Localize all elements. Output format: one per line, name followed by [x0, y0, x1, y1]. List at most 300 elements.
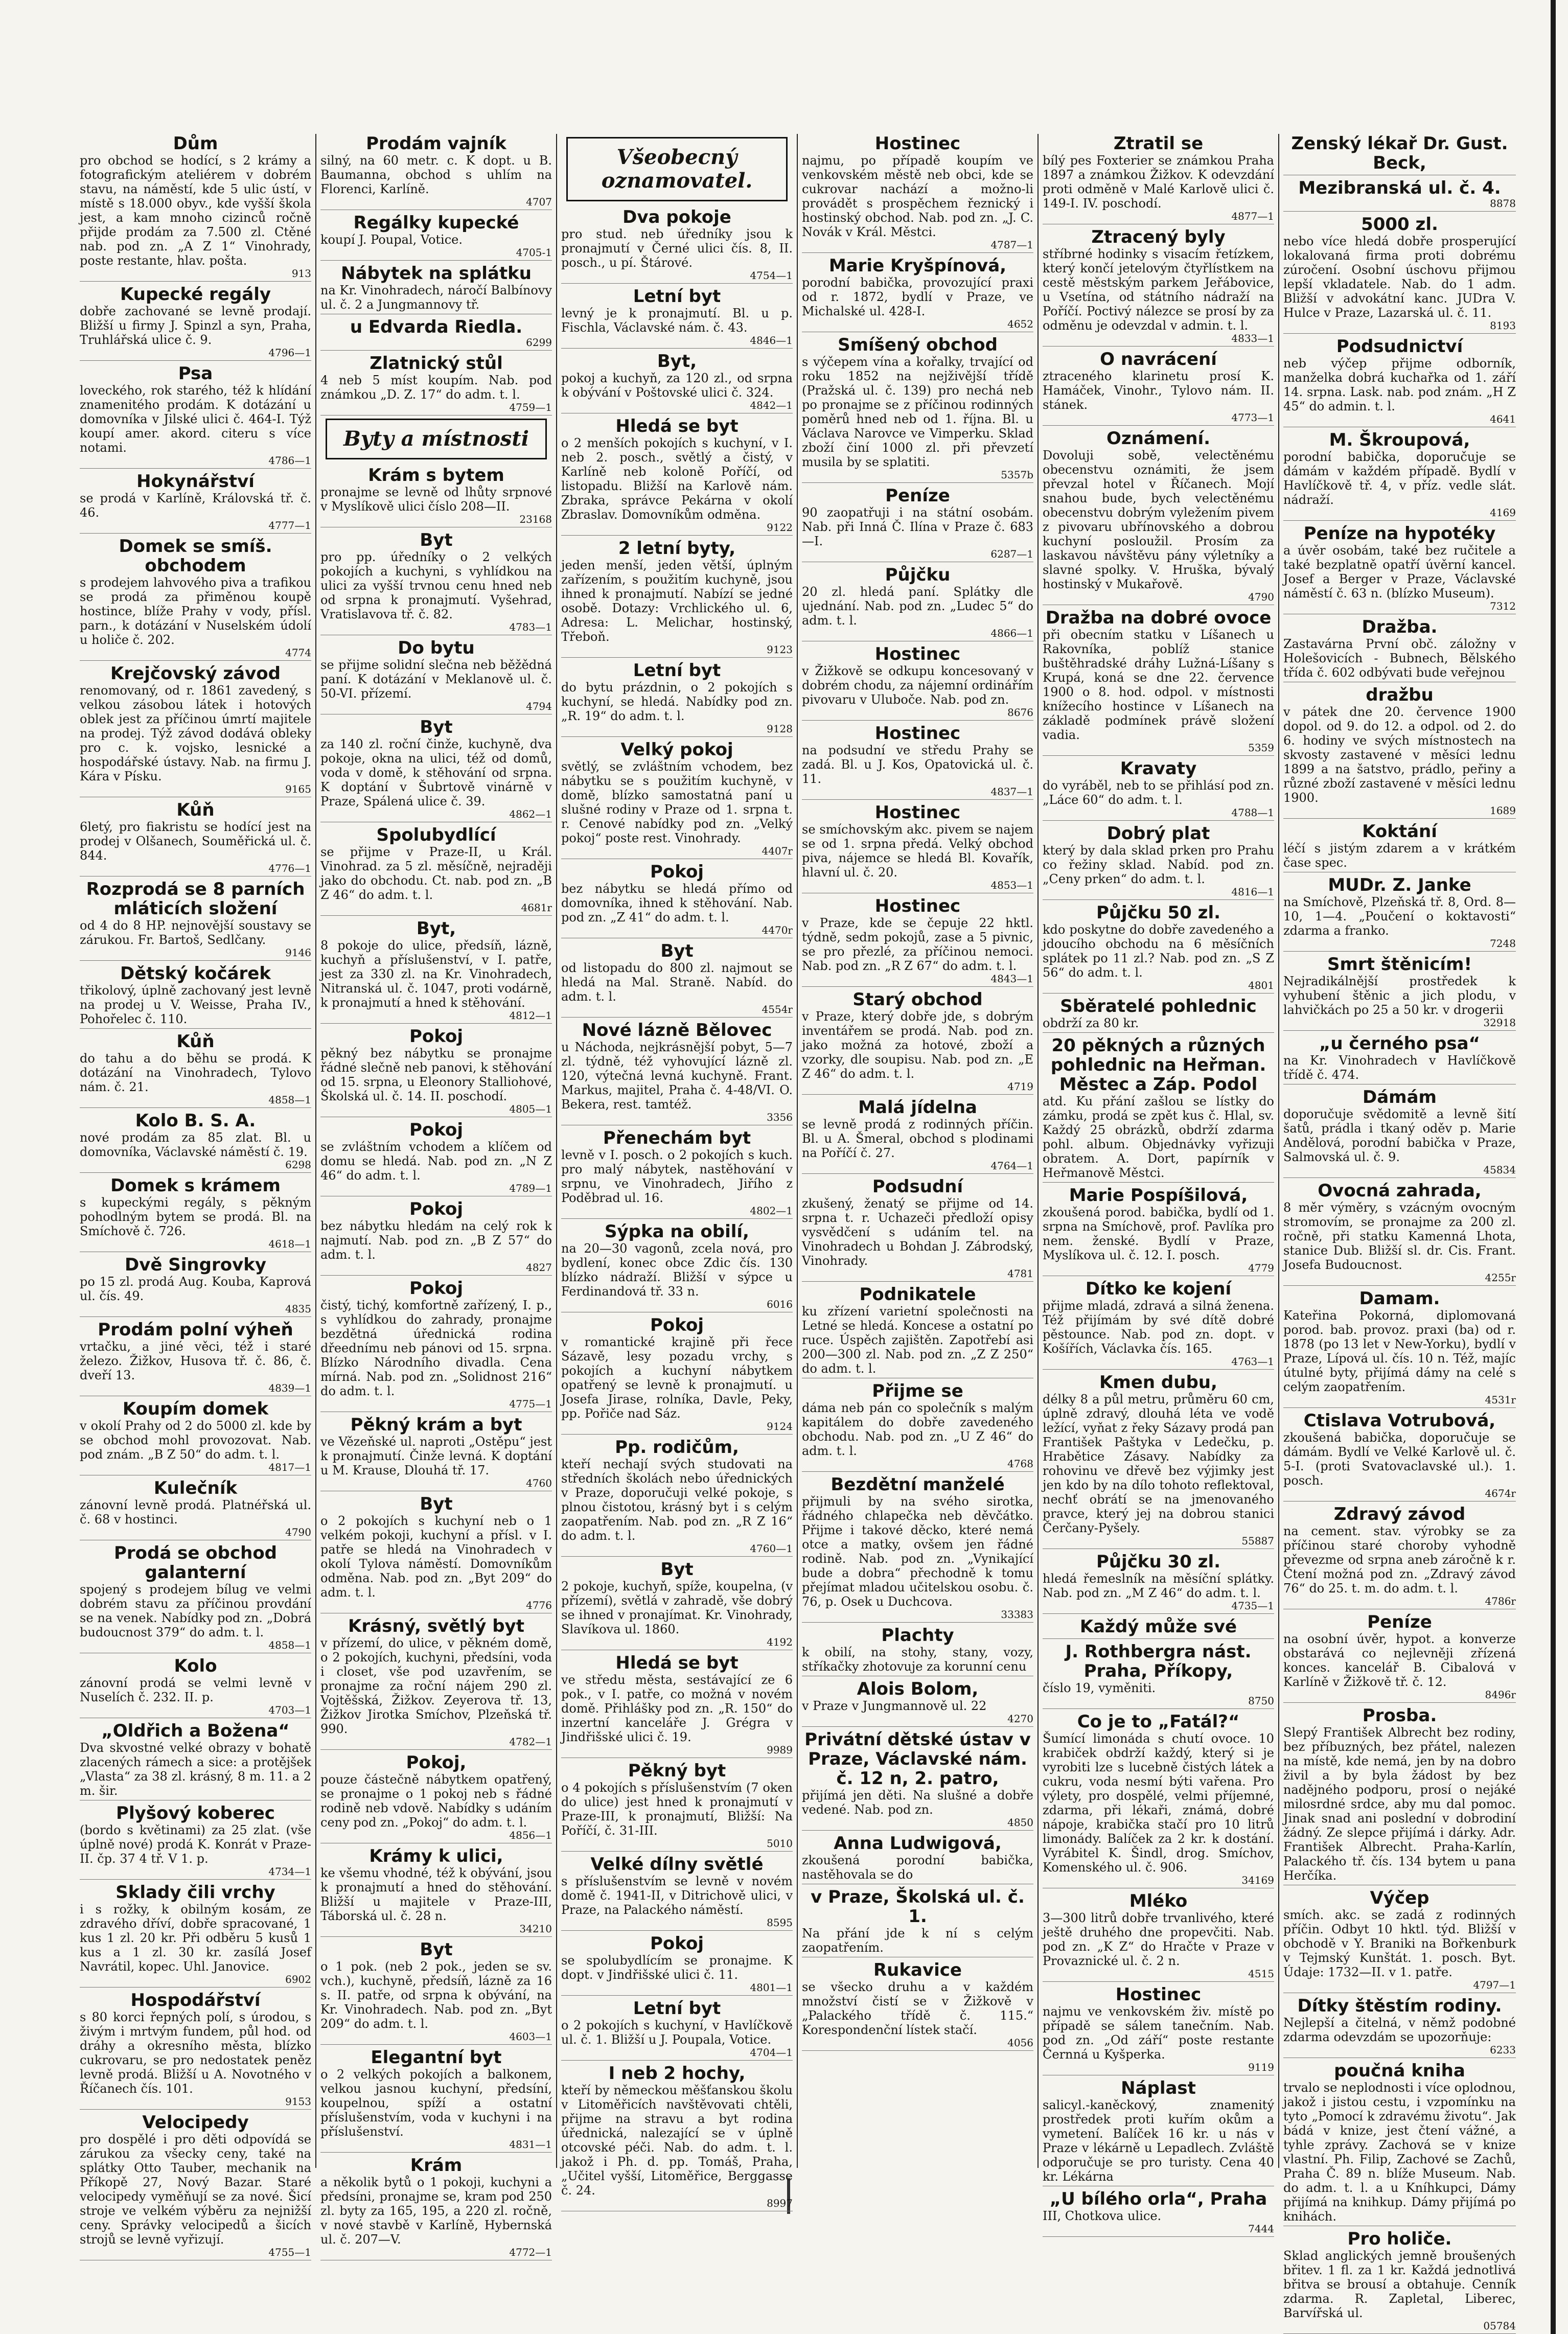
classified-ad: [1283, 1181, 1516, 1286]
ad-code: 4705-1: [516, 246, 552, 259]
classified-ad: [320, 1753, 552, 1843]
classified-ad: [80, 880, 311, 961]
ad-title: Kolo: [174, 1656, 217, 1676]
ad-code: 4759—1: [509, 401, 552, 413]
ad-code: 4779: [1248, 1262, 1274, 1274]
ad-title: Co je to „Fatál?“: [1077, 1712, 1240, 1732]
ad-text: se všecko druhu a v každém množství čistí se v Žižkově v „Palackého třídě č. 115.“ Korespondenční lístek stačí.: [802, 1980, 1033, 2037]
ad-code: 4192: [767, 1636, 793, 1648]
ad-text: v Praze v Jungmannově ul. 22: [802, 1699, 987, 1713]
ad-code: 4796—1: [268, 346, 311, 359]
ad-title: Podsudní: [872, 1176, 963, 1197]
ad-title: Oznámení.: [1106, 428, 1211, 449]
ad-code: 4768: [1007, 1458, 1033, 1470]
ad-text: pouze částečně nábytkem opatřený, se pronajme o 1 pokoj neb s řádné rodině neb vdově. Nabídky s udáním ceny pod zn. „Pokoj“ do adm. t. l.: [320, 1772, 552, 1830]
ad-text: a několik bytů o 1 pokoji, kuchyni a předsíni, pronajme se, kram pod 250 zl. byty za 165, 195, a 220 zl. ročně, v nové stavbě v Karlíně, Hybernská ul. č. 207—V.: [320, 2175, 552, 2247]
ad-title: Zdravý závod: [1333, 1504, 1466, 1524]
ad-title: Velký pokoj: [620, 740, 733, 760]
ad-title: Rukavice: [873, 1960, 962, 1980]
ad-code: 32918: [1483, 1016, 1516, 1029]
classified-ad: [80, 1883, 311, 1988]
classified-ad: [80, 537, 311, 661]
ad-text: Dovoluji sobě, velectěnému obecenstvu oznámiti, že jsem převzal hotel v Říčanech. Mojí snahou bude, bych velectěnému obecenstvu dobrým vyležením pivem z pivovaru ubřínovského a dobrou kuchyní posloužil. Prosím za laskavou návštěvu pány výletníky a slavné spolky. V. Hruška, bývalý hostinský v Mukařově.: [1043, 448, 1274, 591]
ad-code: 4842—1: [750, 399, 793, 411]
ad-text: jeden menší, jeden větší, úplným zařízením, s použitím kuchyně, jsou ihned k pronajmutí. Nabízí se jedné osobě. Dotazy: Vrchlického ul. 6, Adresa: L. Melichar, hostinský, Třeboň.: [561, 558, 793, 644]
classified-ad: [320, 1616, 552, 1750]
classified-ad: [561, 1438, 793, 1557]
ad-text: zkoušená babička, doporučuje se dámám. Bydlí ve Velké Karlově ul. č. 5-I. (proti Svatovaclavské ul.). 1. posch.: [1283, 1430, 1516, 1488]
ad-title: Letní byt: [633, 660, 721, 681]
classified-ad: [802, 486, 1033, 562]
ad-text: silný, na 60 metr. c. K dopt. u B. Baumanna, obchod s uhlím na Florenci, Karlíně.: [320, 153, 552, 196]
ad-text: s výčepem vína a kořalky, trvající od roku 1852 na nejživější třídě (Pražská ul. č. 139) pro nechá neb po pronajme se z příčinou rodinných poměrů hned neb od 1. října. Bl. u Václava Narovce ve Vimperku. Sklad zboží činí 1000 zl. při převzetí musila by se splatiti.: [802, 355, 1033, 469]
ad-title: Krámy k ulici,: [369, 1846, 503, 1866]
classified-ad: [1283, 1505, 1516, 1609]
ad-title: Sklady čili vrchy: [116, 1882, 275, 1903]
classified-ad: [1043, 1373, 1274, 1549]
classified-ad: [80, 2113, 311, 2260]
ad-text: pro stud. neb úředníky jsou k pronajmutí v Černé ulici čís. 8, II. posch., u pí. Štárové.: [561, 227, 793, 270]
column-3: [557, 134, 798, 2209]
ad-text: III, Chotkova ulice.: [1043, 2209, 1162, 2223]
classified-ad: [1283, 1411, 1516, 1501]
classified-ad: [1283, 2229, 1516, 2334]
ad-title: „u černého psa“: [1319, 1033, 1480, 1054]
ad-code: 5010: [767, 1837, 793, 1850]
ad-text: na Kr. Vinohradech v Havlíčkově třídě č. 474.: [1283, 1053, 1516, 1082]
ad-text: zkoušená porodní babička, nastěhovala se do: [802, 1853, 1033, 1882]
ad-title: Přijme se: [872, 1381, 963, 1401]
classified-ad: [561, 417, 793, 536]
ad-title: Peníze: [885, 486, 950, 506]
ad-code: 05784: [1483, 2320, 1516, 2332]
ad-title: Hostinec: [874, 644, 961, 664]
classified-ad: [1043, 1985, 1274, 2075]
classified-ad: [1043, 1279, 1274, 1370]
ad-code: 4787—1: [990, 239, 1033, 251]
classified-ad: [1283, 685, 1516, 819]
classified-ad: [561, 1653, 793, 1758]
ad-title: Marie Pospíšilová,: [1069, 1185, 1248, 1206]
ad-code: 9165: [285, 783, 311, 795]
ad-code: 4554r: [762, 1003, 793, 1015]
ad-text: ke všemu vhodné, též k obývání, jsou k pronajmutí a hned do stěhování. Bližší u majitele v Praze-III, Táborská ul. č. 28 n.: [320, 1866, 552, 1923]
ad-text: 20 zl. hledá paní. Splátky dle ujednání. Nab. pod zn. „Ludec 5“ do adm. t. l.: [802, 585, 1033, 628]
ad-text: a úvěr osobám, také bez ručitele a také bezplatně opatří úvěrní kancel. Josef a Berger v Praze, Václavské náměstí č. 63 n. (blízko Museum).: [1283, 543, 1516, 600]
ad-title: Ztracený byly: [1091, 227, 1226, 247]
ad-title: O navrácení: [1100, 349, 1217, 369]
ad-code: 4641: [1490, 413, 1516, 425]
ad-code: 34210: [519, 1923, 552, 1935]
ad-title: Dva pokoje: [622, 207, 731, 227]
ad-text: u Náchoda, nejkrásnější pobyt, 5—7 zl. týdně, též vyhovující lázně zl. 120, výtečná levná kuchyně. Frant. Markus, majitel, Praha č. 4-48/VI. O. Bekera, rest. tamtéž.: [561, 1040, 793, 1112]
classified-ad: [1043, 1891, 1274, 1982]
ad-title: Privátní dětské ústav v Praze, Václavské nám. č. 12 n, 2. patro,: [804, 1729, 1031, 1789]
classified-ad: [802, 1475, 1033, 1623]
ad-text: délky 8 a půl metru, průměru 60 cm, úplně zdravý, dlouhá léta ve vodě ležící, vyňat z řeky Sázavy prodá pan František Paštyka v Ledečku, p. Hrabětice Zásavy. Nabídky za rohovinu ve dřevě bez výjimky jest jen kdo by na dílo tohoto reflektoval, nechť obrátí se na jmenovaného pravce, který jej na dobrou stanici Čerčany-Pyšely.: [1043, 1392, 1274, 1535]
ad-title: u Edvarda Riedla.: [350, 317, 523, 337]
classified-ad: [802, 565, 1033, 641]
classified-ad: [320, 825, 552, 916]
ad-title: Každý může své: [1079, 1616, 1237, 1637]
classified-ad: [1283, 617, 1516, 682]
ad-code: 4772—1: [509, 2246, 552, 2258]
ad-code: 33383: [1001, 1608, 1033, 1621]
classified-ad: [1283, 822, 1516, 872]
ad-code: 5357b: [1001, 469, 1033, 481]
classified-ad: [1043, 2189, 1274, 2237]
ad-text: světlý, se zvláštním vchodem, bez nábytku se s použitím kuchyně, v domě, blízko samostatná paní u slušné rodiny v Praze od 1. srpna t. r. Cenové nabídky pod zn. „Velký pokoj“ poste rest. Vinohrady.: [561, 759, 793, 845]
ad-title: Zenský lékař Dr. Gust. Beck,: [1291, 133, 1508, 173]
classified-ad: [802, 1381, 1033, 1472]
ad-code: 4877—1: [1231, 210, 1274, 222]
classified-ad: [1043, 134, 1274, 224]
ad-code: 4801—1: [750, 1981, 793, 1994]
ad-code: 9122: [767, 521, 793, 534]
classified-ad: [1043, 824, 1274, 900]
ad-title: 2 letní byty,: [618, 538, 736, 559]
classified-ad: [1043, 1617, 1274, 1639]
ad-title: Byt,: [657, 351, 697, 372]
ad-code: 4618—1: [268, 1238, 311, 1250]
ad-code: 8750: [1248, 1695, 1274, 1707]
ad-code: 4515: [1248, 1968, 1274, 1980]
ad-title: Pro holiče.: [1347, 2229, 1452, 2249]
ad-title: Kmen dubu,: [1099, 1372, 1217, 1393]
ad-title: Pokoj: [409, 1026, 463, 1047]
ad-code: 4831—1: [509, 2138, 552, 2151]
ad-title: Psa: [178, 363, 213, 384]
ad-code: 4270: [1007, 1713, 1033, 1725]
ad-title: Pokoj: [650, 1315, 704, 1335]
ad-title: poučná kniha: [1334, 2061, 1465, 2081]
classified-ad: [1043, 608, 1274, 756]
ad-title: Pp. rodičům,: [615, 1437, 739, 1458]
ad-text: který by dala sklad prken pro Prahu co řežiny sklad. Nabíd. pod zn. „Ceny prken“ do adm. t. l.: [1043, 843, 1274, 886]
ad-text: léčí s jistým zdarem a v krátkém čase spec.: [1283, 841, 1516, 870]
classified-ad: [802, 990, 1033, 1095]
classified-ad: [561, 862, 793, 938]
ad-text: k obilí, na stohy, stany, vozy, stříkačky zhotovuje za korunní cenu: [802, 1645, 1033, 1674]
classified-ad: [561, 1855, 793, 1931]
ad-text: porodní babička, doporučuje se dámám v každém případě. Bydlí v Havlíčkově tř. 4, v příz. vedle slát. nádraží.: [1283, 450, 1516, 507]
ad-text: Na přání jde k ní s celým zaopatřením.: [802, 1926, 1033, 1955]
ad-code: 4850: [1007, 1816, 1033, 1829]
ad-code: 4776—1: [268, 862, 311, 874]
ad-text: najmu, po případě koupím ve venkovském městě neb obci, kde se cukrovar nachází a možno-li provádět s prospěchem řeznický i hostinský obchod. Nab. pod zn. „J. C. Novák v Král. Městci.: [802, 153, 1033, 239]
column-5: [1039, 133, 1279, 2235]
ad-text: se přijme solidní slečna neb běžědná paní. K dotázání v Meklanově ul. č. 50-VI. přízemí.: [320, 658, 552, 701]
classified-ad: [561, 287, 793, 349]
ad-text: levně v I. posch. o 2 pokojích s kuch. pro malý nábytek, nastěhování v srpnu, ve Vinohradech, Jiřího z Poděbrad ul. 16.: [561, 1148, 793, 1205]
ad-text: pro pp. úředníky o 2 velkých pokojích a kuchyni, s vyhlídkou na ulici za vyšší trvnou cenu hned neb od srpna k pronajmutí. Vyšehrad, Vratislavova tř. č. 82.: [320, 550, 552, 621]
classified-ad: [561, 1761, 793, 1852]
ad-code: 4866—1: [990, 627, 1033, 639]
ad-title: Ovocná zahrada,: [1318, 1181, 1482, 1201]
classified-ad: [561, 740, 793, 859]
ad-code: 6298: [285, 1159, 311, 1171]
ad-text: přijme mladá, zdravá a silná ženena. Též přijímám by své dítě dobré pěstounce. Nab. pod zn. dopt. v Košířích, Václavka čís. 165.: [1043, 1299, 1274, 1356]
ad-title: Dražba na dobré ovoce: [1045, 608, 1272, 628]
classified-ad: [802, 1098, 1033, 1174]
ad-text: s prodejem lahvového piva a trafikou se prodá za přiměnou koupě hostince, blíže Prahy v vody, přísl. parn., k dotázání v Nuselském údolí u holiče č. 202.: [80, 575, 311, 647]
classified-ad: [802, 1834, 1033, 1884]
classified-ad: [802, 896, 1033, 987]
ad-text: 2 pokoje, kuchyň, spíže, koupelna, (v přízemí), světlá v zahradě, vše dobrý se ihned v pronajímat. Kr. Vinohrady, Slavíkova ul. 1860.: [561, 1579, 793, 1636]
ad-code: 4703—1: [268, 1704, 311, 1716]
ad-text: přijmuli by na svého sirotka, řádného chlapečka neb děvčátko. Přijme i takové děcko, které nemá otce a matky, ovšem jen řádné rodině. Nab. pod zn. „Vynikající bude a dobra“ přechodně k tomu přejímat mladou učitelskou osobu. č. 76, p. Osek u Duchcova.: [802, 1494, 1033, 1609]
ad-title: 5000 zl.: [1361, 214, 1438, 235]
ad-text: se levně prodá z rodinných příčin. Bl. u A. Šmeral, obchod s plodinami na Poříčí č. 27.: [802, 1117, 1033, 1160]
classified-ad: [320, 1199, 552, 1276]
ad-text: neb výčep přijme odborník, manželka dobrá kuchařka od 1. září 14. srpna. Lask. nab. pod znám. „H Z 45“ do admin. t. l.: [1283, 356, 1516, 413]
ad-title: Kravaty: [1120, 758, 1197, 779]
classified-ad: [1283, 1706, 1516, 1885]
ad-title: Letní byt: [633, 286, 721, 307]
ad-title: Regálky kupecké: [353, 213, 519, 233]
ad-title: Hledá se byt: [615, 416, 739, 436]
classified-ad: [320, 317, 552, 351]
ad-code: 4805—1: [509, 1103, 552, 1115]
ad-title: Smrt štěnicím!: [1327, 954, 1472, 975]
ad-code: 4858—1: [268, 1094, 311, 1106]
ad-text: se zvláštním vchodem a klíčem od domu se hledá. Nab. pod zn. „N Z 46“ do adm. t. l.: [320, 1140, 552, 1183]
ad-title: Podnikatele: [859, 1284, 976, 1305]
ad-text: spojený s prodejem bílug ve velmi dobrém stavu za příčinou provdání se na venek. Nabídky pod zn. „Dobrá budoucnost 379“ do adm. t. l.: [80, 1582, 311, 1639]
ad-text: doporučuje svědomitě a levně šití šatů, prádla i tkaný oděv p. Marie Andělová, porodní babička v Praze, Salmovská ul. č. 9.: [1283, 1107, 1516, 1164]
ad-text: kteří by německou měšťanskou školu v Litoměřicích navštěvovati chtěli, přijme na stravu a byt rodina úřednická, nalezající se v úplně otcovské péči. Nab. do adm. t. l. jakož i Ph. d. pp. Tomáš, Praha, „Učitel vyšší, Litoměřice, Berggasse č. 24.: [561, 2083, 793, 2198]
ad-text: 90 zaopatřuji i na státní osobám. Nab. při Inná Č. Ilína v Praze č. 683—I.: [802, 505, 1033, 548]
classified-ad: [320, 1027, 552, 1117]
ad-text: v pátek dne 20. července 1900 dopol. od 9. do 12. a odpol. od 2. do 6. hodiny ve svých místnostech na skvosty zastavené v měsíci lednu 1899 a na šatstvo, prádlo, peřiny a různé zboží zastavené v měsíci lednu 1900.: [1283, 705, 1516, 805]
ad-title: Byt: [420, 1494, 453, 1514]
classified-ad: [561, 352, 793, 413]
ad-text: Dva skvostné velké obrazy v bohatě zlacených rámech a sice: a protějšek „Vlasta“ za 38 zl. krásný, 8 m. 11. a 2 m. šir.: [80, 1741, 311, 1798]
ad-title: Hledá se byt: [615, 1653, 739, 1673]
ad-code: 4827: [526, 1261, 552, 1274]
ad-text: čistý, tichý, komfortně zařízený, I. p., s vyhlídkou do zahrady, pronajme bezdětná úřednická rodina dřeednímu neb pánovi od 15. srpna. Blízko Národního divadla. Cena mírná. Nab. pod zn. „Solidnost 216“ do adm. t. l.: [320, 1298, 552, 1398]
ad-text: pro obchod se hodící, s 2 krámy a fotografickým ateliérem v dobrém stavu, na náměstí, kde 5 ulic ústí, v místě s 18.000 obyv., kde vyšší škola jest, a kam mnoho cizinců ročně přijde prodám za 7.500 zl. Ctěné nab. pod zn. „A Z 1“ Vinohrady, poste restante, hlav. pošta.: [80, 153, 311, 268]
classified-ad: [1043, 429, 1274, 605]
ad-title: I neb 2 hochy,: [608, 2063, 746, 2084]
ad-text: se smíchovským akc. pivem se najem se od 1. srpna předá. Velký obchod piva, nájemce se hledá Bl. Kovařík, hlavní ul. č. 20.: [802, 822, 1033, 880]
ad-code: 9119: [1248, 2061, 1274, 2073]
classified-ad: [1043, 350, 1274, 426]
classified-ad: [320, 1494, 552, 1613]
ad-code: 4786—1: [268, 454, 311, 467]
ad-code: 4843—1: [990, 973, 1033, 985]
ad-title: „U bílého orla“, Praha: [1049, 2189, 1267, 2209]
column-2: [316, 133, 557, 2258]
ad-title: Dvě Singrovky: [124, 1255, 267, 1275]
classified-ad: [80, 472, 311, 534]
ad-code: 5359: [1248, 742, 1274, 754]
ad-title: Hokynářství: [136, 471, 255, 492]
classified-ad: [80, 285, 311, 361]
ad-text: na Smíchově, Plzeňská tř. 8, Ord. 8—10, 1—4. „Poučení o koktavosti“ zdarma a franko.: [1283, 895, 1516, 938]
ad-title: Dítky štěstím rodiny.: [1297, 1996, 1502, 2016]
ad-title: Pěkný byt: [628, 1761, 726, 1781]
classified-ad: [1043, 227, 1274, 346]
ad-code: 9128: [767, 723, 793, 735]
ad-title: Sběratelé pohlednic: [1060, 996, 1257, 1016]
ad-code: 4774: [285, 646, 311, 659]
ad-text: Šumící limonáda s chutí ovoce. 10 krabiček obdrží každý, který si je vyrobiti lze s lucebně čistých látek a cukru, voda nesmí býti vařena. Pro výlety, pro dospělé, velmi příjemné, zdarma, při lékaři, známá, dobré nápoje, krabička stačí pro 10 litrů limonády. Balíček za 2 kr. k dostání. Vyrábitel K. Šindl, drog. Smíchov, Komenského ul. č. 906.: [1043, 1731, 1274, 1875]
ad-title: Dražba.: [1362, 617, 1438, 637]
ad-title: Prodám vajník: [366, 133, 506, 154]
ad-title: Náplast: [1121, 2078, 1196, 2098]
ad-title: Letní byt: [633, 1998, 721, 2019]
ad-text: loveckého, rok starého, též k hlídání znamenitého prodám. K dotázání u domovníka v Jilské ulici č. 464-I. Týž koupí amer. akord. citeru s více notami.: [80, 383, 311, 455]
ad-text: 6letý, pro fiakristu se hodící jest na prodej v Olšanech, Souměřická ul. č. 844.: [80, 820, 311, 863]
ad-title: Prodám polní výheň: [98, 1320, 293, 1340]
ad-text: s příslušenstvím se levně v novém domě č. 1941-II, v Ditrichově ulici, v Praze, na Palackého náměstí.: [561, 1874, 793, 1917]
ad-text: Zastavárna První obč. záložny v Holešovicích - Bubnech, Bělského třída č. 602 odbývati bude veřejnou: [1283, 637, 1516, 680]
ad-text: 4 neb 5 míst koupím. Nab. pod známkou „D. Z. 17“ do adm. t. l.: [320, 373, 552, 402]
classified-ad: [320, 264, 552, 314]
column-4: [798, 134, 1039, 2168]
ad-title: Byt: [660, 1559, 694, 1580]
ad-title: Pokoj: [650, 862, 704, 882]
classified-ad: [80, 1721, 311, 1800]
ad-title: Byt: [420, 717, 453, 737]
classified-ad: [802, 1626, 1033, 1676]
ad-text: zkušený, ženatý se přijme od 14. srpna t. r. Uchazeči předloží opisy vysvědčení s udáním tel. na Vinohradech u Bohdan J. Zábrodský, Vinohrady.: [802, 1196, 1033, 1268]
ad-title: 20 pěkných a různých pohlednic na Heřman. Městec a Záp. Podol: [1050, 1035, 1266, 1095]
ad-title: Nové lázně Bělovec: [582, 1020, 772, 1041]
ad-code: 45834: [1483, 1164, 1516, 1176]
ad-code: 6233: [1490, 2044, 1516, 2056]
ad-title: Přenechám byt: [603, 1128, 751, 1148]
ad-text: ve Vězeňské ul. naproti „Ostěpu“ jest k pronajmutí. Činže levná. K doptání u M. Krause, Dlouhá tř. 17.: [320, 1435, 552, 1477]
classified-ad: [320, 530, 552, 635]
ad-title: Pokoj: [409, 1199, 463, 1219]
ad-code: 4846—1: [750, 334, 793, 346]
ad-text: v Žižkově se odkupu koncesovaný v dobrém chodu, za nájemní ordinářím pivovaru v Uluboče. Nab. pod zn.: [802, 664, 1033, 707]
ad-text: zánovní levně prodá. Platnéřská ul. č. 68 v hostinci.: [80, 1498, 311, 1527]
ad-title: Zlatnický stůl: [370, 353, 503, 374]
ad-title: „Oldřich a Božena“: [101, 1721, 290, 1741]
ad-title: Hostinec: [874, 896, 961, 916]
classified-ad: [80, 1255, 311, 1317]
ad-code: 4652: [1007, 318, 1033, 330]
classified-ad: [320, 134, 552, 210]
classified-ad: [561, 2064, 793, 2211]
ad-code: 4603—1: [509, 2030, 552, 2043]
ad-text: kdo poskytne do dobře zavedeného a jdoucího obchodu na 6 měsíčních splátek po 11 zl.? Nab. pod zn. „S Z 56“ do adm. t. l.: [1043, 922, 1274, 980]
classified-ad: [802, 335, 1033, 483]
classified-ad: [80, 1991, 311, 2110]
classified-ad: [1283, 178, 1516, 212]
ad-text: pro dospělé i pro děti odpovídá se zárukou za všecky ceny, také na splátky Otto Tauber, mechanik na Příkopě 27, Nový Bazar. Staré velocipedy vyměňují se za nové. Šicí stroje ve velkém výběru za nejnižší ceny. Správky velocipedů a šicích strojů se levně vyřizují.: [80, 2132, 311, 2247]
ad-text: pěkný bez nábytku se pronajme řádné slečně neb panovi, k stěhování od 15. srpna, u Eleonory Stalliohové, Školská ul. č. 14. II. poschodí.: [320, 1046, 552, 1103]
ad-text: v Praze, kde se čepuje 22 hktl. týdně, sedm pokojů, zase a 5 pivnic, se pro přezlé, za příčinou nemoci. Nab. pod zn. „R Z 67“ do adm. t. l.: [802, 916, 1033, 973]
ad-text: v Praze, který dobře jde, s dobrým inventářem se prodá. Nab. pod zn. jako možná za hotové, zboží a vzorky, dle soupisu. Nab. pod zn. „E Z 46“ do adm. t. l.: [802, 1009, 1033, 1081]
ad-text: s 80 korci řepných polí, s úrodou, s živým i mrtvým fundem, půl hod. od dráhy a okresního města, blízko cukrovaru, se pro nedostatek peněz levně prodá. Bližší u A. Novotného v Říčanech čís. 101.: [80, 2010, 311, 2096]
classified-ad: [320, 638, 552, 714]
ad-code: 6016: [767, 1298, 793, 1310]
ad-title: Elegantní byt: [371, 2047, 502, 2068]
ad-code: 3356: [767, 1111, 793, 1123]
ad-title: Pokoj: [650, 1933, 704, 1954]
classified-ad: [80, 1543, 311, 1653]
classified-ad: [1043, 1036, 1274, 1183]
classified-ad: [1283, 337, 1516, 427]
classified-ad: [320, 1940, 552, 2045]
ad-text: při obecním statku v Líšanech u Rakovníka, poblíž stanice buštěhradské dráhy Lužná-Líšany s Krupá, koná se dne 22. července 1900 o 8. hod. odpol. v místnosti knížecího hostince v Líšanech na základě podmínek právě složení vadia.: [1043, 628, 1274, 742]
ad-title: Plyšový koberec: [116, 1803, 275, 1823]
ad-code: 4760: [526, 1477, 552, 1489]
classified-ad: [1283, 2061, 1516, 2226]
classified-ad: [1043, 759, 1274, 821]
ad-text: o 2 pokojích s kuchyní neb o 1 velkém pokoji, kuchyní a přísl. v I. patře se hledá na Vinohradech v okolí Tylova náměstí. Domovníkům odměna. Nab. pod zn. „Byt 209“ do adm. t. l.: [320, 1514, 552, 1600]
classified-ad: [320, 466, 552, 527]
ad-text: od 4 do 8 HP. nejnovější soustavy se zárukou. Fr. Bartoš, Sedlčany.: [80, 918, 311, 947]
ad-title: Mléko: [1129, 1891, 1188, 1911]
ad-title: dražbu: [1366, 685, 1434, 705]
ad-code: 8997: [767, 2197, 793, 2209]
ad-code: 9123: [767, 643, 793, 656]
classified-ad: [1283, 1289, 1516, 1408]
ad-title: Pokoj: [409, 1278, 463, 1299]
ad-code: 9146: [285, 946, 311, 959]
classified-ad: [1283, 524, 1516, 614]
ad-text: se prodá v Karlíně, Královská tř. č. 46.: [80, 491, 311, 520]
ad-text: Kateřina Pokorná, diplomovaná porod. bab. provoz. praxi (ba) od r. 1878 (po 13 let v New-Yorku), bydlí v Praze, Lípová ul. čís. 10 n. Též, majíc útulné byty, přijímá dámy na celé s celým zaopatřením.: [1283, 1308, 1516, 1394]
classified-ad: [80, 1111, 311, 1173]
column-1: [76, 133, 316, 2258]
ad-title: Sýpka na obilí,: [605, 1221, 749, 1242]
classified-ad: [561, 1315, 793, 1435]
ad-text: ku zřízení varietní společnosti na Letné se hledá. Koncese a ostatní po ruce. Úspěch zajištěn. Zapotřebí asi 200—300 zl. Nab. pod zn. „Z Z 250“ do adm. t. l.: [802, 1304, 1033, 1376]
classified-ad: [80, 1478, 311, 1540]
classified-ads-page: [76, 133, 1522, 2332]
ad-code: 4734—1: [268, 1865, 311, 1878]
classified-ad: [320, 213, 552, 261]
ad-title: Podsudnictví: [1336, 336, 1463, 357]
classified-ad: [320, 1415, 552, 1491]
classified-ad: [80, 664, 311, 797]
ad-title: Půjčku: [885, 565, 951, 585]
scan-right-edge: [1551, 0, 1556, 2334]
ad-code: 4794: [526, 700, 552, 712]
ad-text: bez nábytku se hledá přímo od domovníka, ihned k stěhování. Nab. pod zn. „Z 41“ do adm. t. l.: [561, 882, 793, 925]
ad-title: Peníze: [1367, 1612, 1432, 1632]
ad-text: o 1 pok. (neb 2 pok., jeden se sv. vch.), kuchyně, předsíň, lázně za 16 s. II. patře, od srpna k obývání, na Kr. Vinohradech. Nab. pod zn. „Byt 209“ do adm. t. l.: [320, 1959, 552, 2031]
ad-title: Malá jídelna: [858, 1097, 977, 1118]
section-banner: Byty a místnosti: [326, 419, 547, 459]
classified-ad: [802, 134, 1033, 253]
ad-title: Výčep: [1370, 1888, 1429, 1908]
ad-title: Krám s bytem: [368, 465, 504, 486]
ad-text: levný je k pronajmutí. Bl. u p. Fischla, Václavské nám. č. 43.: [561, 306, 793, 335]
ad-code: 4862—1: [509, 808, 552, 820]
ad-title: Spolubydlící: [376, 825, 496, 845]
ad-code: 9124: [767, 1420, 793, 1432]
ad-title: Do bytu: [398, 638, 475, 658]
classified-ad: [80, 964, 311, 1029]
ad-title: Kolo B. S. A.: [135, 1111, 256, 1131]
ad-text: s kupeckými regály, s pěkným pohodlným bytem se prodá. Bl. na Smíchově č. 726.: [80, 1195, 311, 1238]
ad-code: 7312: [1490, 600, 1516, 612]
ad-title: Kupecké regály: [120, 284, 271, 305]
classified-ad: [561, 1128, 793, 1219]
classified-ad: [80, 1804, 311, 1880]
ad-text: obdrží za 80 kr.: [1043, 1016, 1139, 1030]
classified-ad: [1043, 1712, 1274, 1888]
classified-ad: [80, 134, 311, 282]
ad-text: smích. akc. se zadá z rodinných příčin. Odbyt 10 hktl. týd. Bližší v obchodě v Y. Braniki na Bořkenburk v Tejmský Kunštát. 1. posch. Byt. Údaje: 1732—II. v 1. patře.: [1283, 1908, 1516, 1979]
